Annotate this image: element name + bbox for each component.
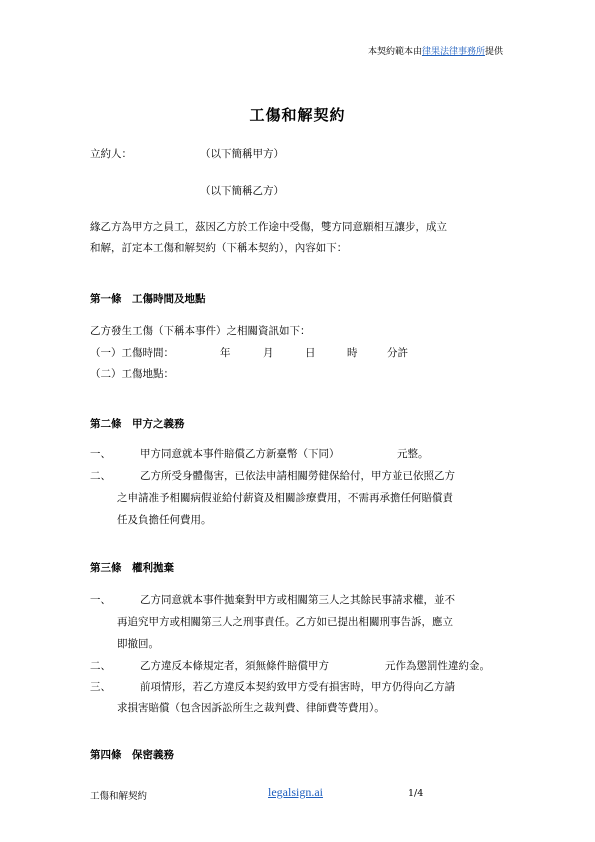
- article-2-item-1-text-a: 甲方同意就本事件賠償乙方新臺幣（下同）: [140, 448, 340, 460]
- article-3-item-3-number: 三、: [90, 681, 111, 693]
- article-2-heading: 第二條 甲方之義務: [90, 418, 185, 430]
- article-3-item-1-line-3: 即撤回。: [117, 638, 159, 650]
- injury-time-hour: 時: [347, 347, 358, 359]
- article-3-item-2-text-a: 乙方違反本條規定者，須無條件賠償甲方: [140, 660, 329, 672]
- party-a-note: （以下簡稱甲方）: [200, 148, 284, 160]
- law-firm-link[interactable]: 律果法律事務所: [421, 47, 485, 57]
- party-b-note: （以下簡稱乙方）: [200, 185, 284, 197]
- article-2-item-2-line-1: 乙方所受身體傷害，已依法申請相關勞健保給付，甲方並已依照乙方: [140, 470, 455, 482]
- article-3-heading: 第三條 權利拋棄: [90, 562, 174, 574]
- injury-time-day: 日: [305, 347, 316, 359]
- injury-time-year: 年: [220, 347, 231, 359]
- article-2-item-2-line-2: 之申請准予相關病假並給付薪資及相關診療費用，不需再承擔任何賠償責: [117, 492, 453, 504]
- preamble-line-2: 和解，訂定本工傷和解契約（下稱本契約），內容如下：: [90, 242, 348, 254]
- article-2-item-2-number: 二、: [90, 470, 111, 482]
- footer-document-name: 工傷和解契約: [90, 791, 148, 802]
- article-2-item-2-line-3: 任及負擔任何費用。: [117, 514, 212, 526]
- article-1-intro: 乙方發生工傷（下稱本事件）之相關資訊如下：: [90, 325, 311, 337]
- document-title: 工傷和解契約: [249, 106, 346, 124]
- article-3-item-3-line-1: 前項情形，若乙方違反本契約致甲方受有損害時，甲方仍得向乙方請: [140, 681, 455, 693]
- injury-place-label: （二）工傷地點：: [90, 368, 174, 380]
- header-provider-note: [368, 44, 503, 57]
- header-provider-suffix: 提供: [484, 47, 503, 57]
- article-3-item-1-line-2: 再追究甲方或相關第三人之刑事責任。乙方如已提出相關刑事告訴，應立: [117, 616, 453, 628]
- article-3-item-2-number: 二、: [90, 660, 111, 672]
- injury-time-minute: 分許: [387, 347, 408, 359]
- signatory-label: 立約人：: [90, 148, 132, 160]
- article-1-heading: 第一條 工傷時間及地點: [90, 293, 206, 305]
- footer-page-number: 1/4: [408, 788, 424, 799]
- injury-time-label: （一）工傷時間：: [90, 347, 174, 359]
- header-provider-prefix: 本契約範本由: [367, 47, 422, 57]
- article-2-item-1-text-b: 元整。: [397, 448, 429, 460]
- injury-time-month: 月: [263, 347, 274, 359]
- article-3-item-2-text-b: 元作為懲罰性違約金。: [385, 660, 490, 672]
- article-4-heading: 第四條 保密義務: [90, 749, 174, 761]
- article-2-item-1-number: 一、: [90, 448, 111, 460]
- preamble-line-1: 緣乙方為甲方之員工，茲因乙方於工作途中受傷，雙方同意願相互讓步，成立: [90, 221, 447, 233]
- article-3-item-3-line-2: 求損害賠償（包含因訴訟所生之裁判費、律師費等費用）。: [117, 702, 385, 714]
- article-3-item-1-number: 一、: [90, 594, 111, 606]
- article-3-item-1-line-1: 乙方同意就本事件拋棄對甲方或相關第三人之其餘民事請求權，並不: [140, 594, 455, 606]
- footer-legalsign-link[interactable]: legalsign.ai: [268, 785, 323, 799]
